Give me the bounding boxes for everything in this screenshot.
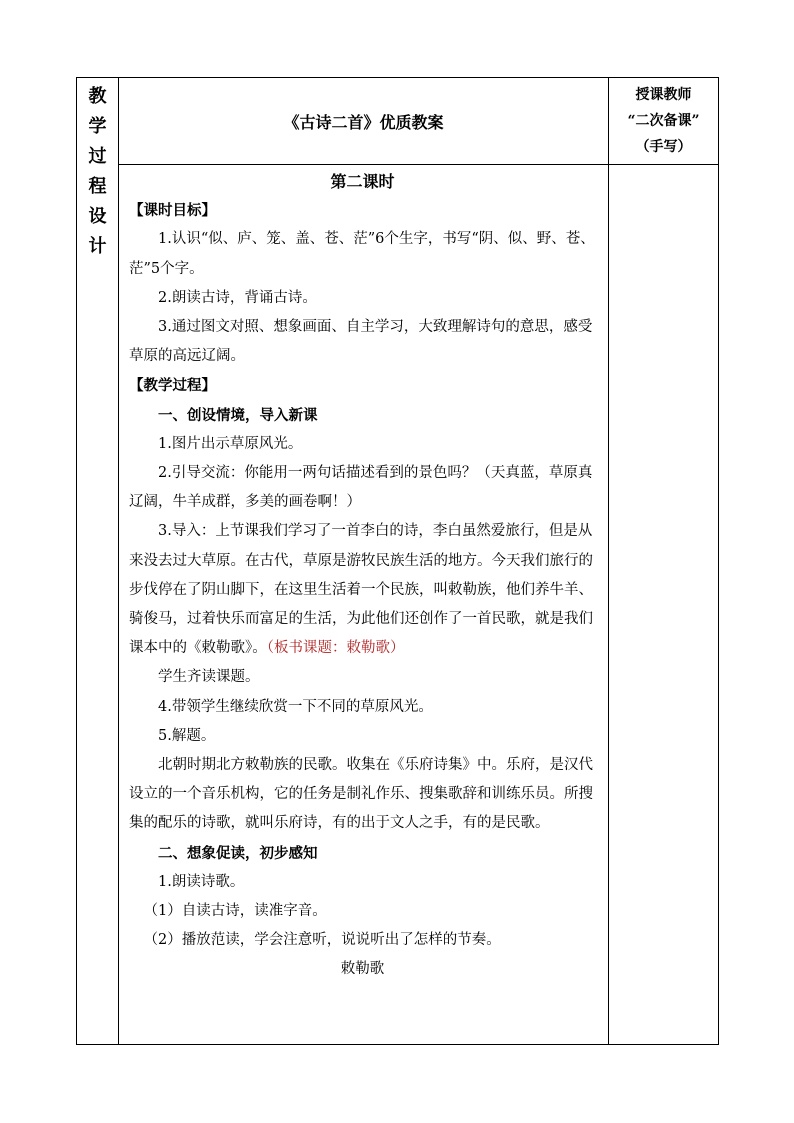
- board-note: （板书课题：敕勒歌）: [266, 640, 405, 657]
- label-char: 过: [88, 146, 107, 167]
- paragraph: （1）自读古诗，读准字音。: [143, 903, 327, 920]
- section-heading: 二、想象促读，初步感知: [158, 844, 318, 862]
- poem-title: 敕勒歌: [340, 961, 385, 978]
- paragraph: 5.解题。: [158, 727, 216, 744]
- goals-heading: 【课时目标】: [129, 202, 216, 220]
- paragraph: 3.通过图文对照、想象画面、自主学习，大致理解诗句的意思，感受草原的高远辽阔。: [129, 319, 593, 365]
- second-prep-notes-cell[interactable]: [609, 165, 719, 1045]
- label-char: 学: [88, 116, 107, 137]
- paragraph: 2.引导交流：你能用一两句话描述看到的景色吗？（天真蓝，草原真辽阔，牛羊成群，多美的画卷啊！）: [129, 465, 593, 511]
- side-header-line: 授课教师: [635, 87, 692, 103]
- label-char: 计: [88, 236, 107, 257]
- paragraph: [129, 517, 596, 663]
- paragraph: 2.朗读古诗，背诵古诗。: [158, 289, 317, 306]
- side-header-line: （手写）: [635, 139, 692, 155]
- label-char: 设: [88, 206, 107, 227]
- paragraph: 1.朗读诗歌。: [158, 873, 245, 890]
- paragraph: 4.带领学生继续欣赏一下不同的草原风光。: [158, 698, 433, 715]
- teaching-process-label: [77, 78, 119, 1045]
- paragraph: 1.图片出示草原风光。: [158, 435, 303, 452]
- label-char: 教: [88, 86, 107, 107]
- side-column-header: [609, 78, 719, 165]
- lesson-number: 第二课时: [330, 172, 395, 191]
- paragraph: 学生齐读课题。: [158, 669, 260, 686]
- label-char: 程: [88, 176, 107, 197]
- side-header-line: “二次备课”: [627, 113, 700, 129]
- paragraph-text: 3.导入：上节课我们学习了一首李白的诗，李白虽然爱旅行，但是从来没去过大草原。在古代，草原是游牧民族生活的地方。今天我们旅行的步伐停在了阴山脚下，在这里生活着一个民族，叫敕勒族，他们养牛羊、骑俊马，过着快乐而富足的生活，为此他们还创作了一首民歌，就是我们课本中的《敕勒歌》。: [129, 523, 593, 657]
- paragraph: （2）播放范读，学会注意听，说说听出了怎样的节奏。: [143, 932, 501, 949]
- document-title: 《古诗二首》优质教案: [119, 78, 609, 165]
- paragraph: 1.认识“似、庐、笼、盖、苍、茫”6个生字，书写“阴、似、野、苍、茫”5个字。: [129, 231, 595, 277]
- lesson-plan-table: [76, 77, 719, 1045]
- process-heading: 【教学过程】: [129, 377, 216, 395]
- paragraph: 北朝时期北方敕勒族的民歌。收集在《乐府诗集》中。乐府，是汉代设立的一个音乐机构，它的任务是制礼作乐、搜集歌辞和训练乐员。所搜集的配乐的诗歌，就叫乐府诗，有的出于文人之手，有的是民歌。: [129, 757, 593, 832]
- section-heading: 一、创设情境，导入新课: [158, 406, 318, 424]
- lesson-content: [119, 165, 609, 1045]
